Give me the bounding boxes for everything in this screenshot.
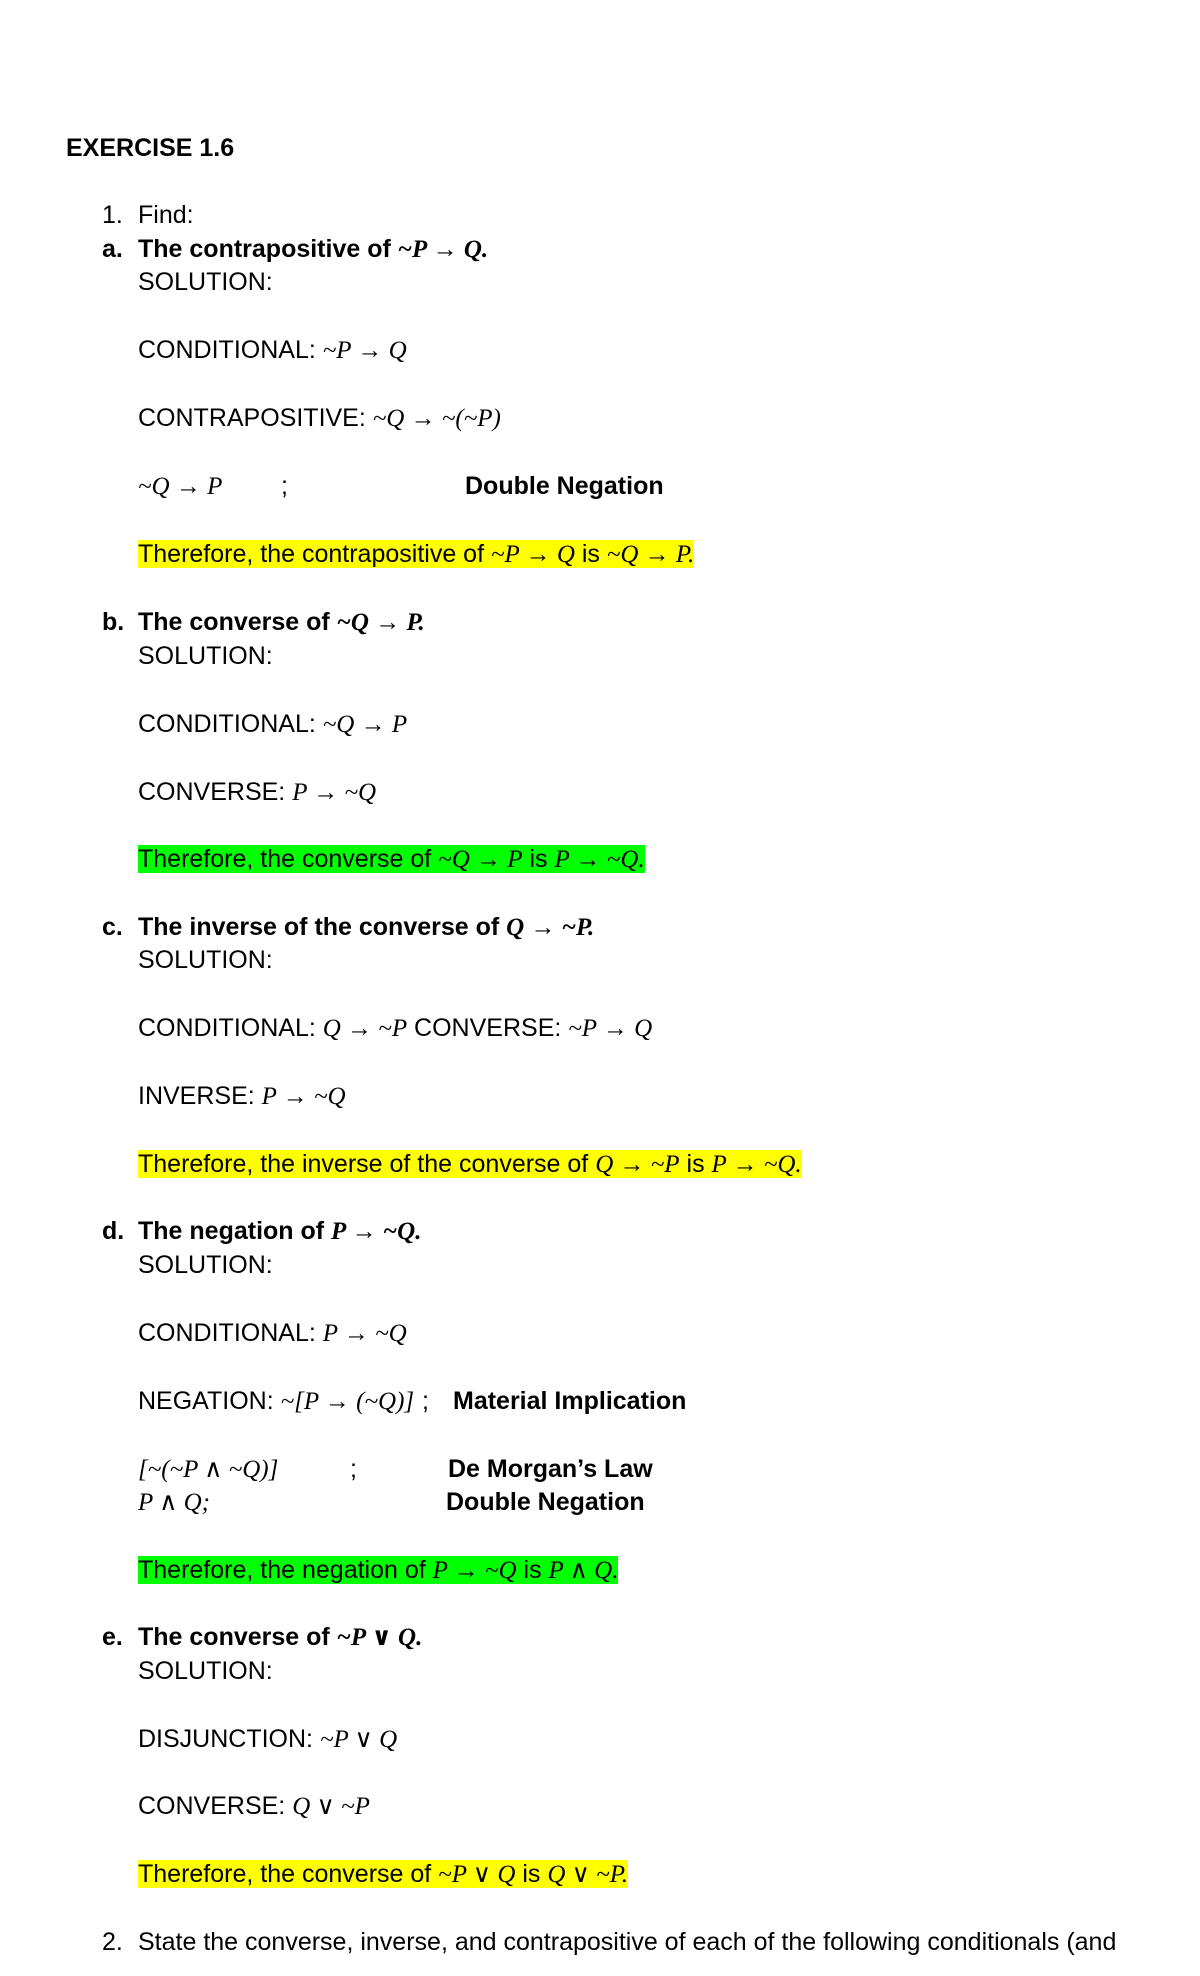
part-e-label: e. [102, 1623, 123, 1651]
question-1-number: 1. [102, 201, 123, 229]
part-b-therefore-pre: Therefore, the converse of [138, 845, 439, 873]
part-c-converse-expr: ~P → Q [568, 1015, 653, 1042]
part-a-heading-expr: ~P → Q. [397, 236, 489, 263]
part-b-heading [138, 606, 425, 639]
part-a-therefore-expr2: ~Q → P. [606, 541, 695, 568]
part-e-converse-label: CONVERSE: [138, 1792, 293, 1820]
part-c-heading-expr: Q → ~P. [506, 914, 595, 941]
part-e-therefore-expr1: ~P ∨ Q [438, 1861, 516, 1888]
part-c-converse-label: CONVERSE: [407, 1014, 569, 1042]
part-d-step1-sep: ; [350, 1455, 357, 1483]
part-a-therefore-expr1: ~P → Q [490, 541, 575, 568]
part-d-therefore [138, 1554, 618, 1587]
part-d-heading [138, 1215, 421, 1248]
part-c-therefore-mid: is [679, 1150, 712, 1178]
part-a-heading [138, 233, 488, 266]
question-1-text: Find: [138, 201, 194, 229]
part-a-solution: SOLUTION: [138, 268, 273, 296]
part-d-heading-text: The negation of [138, 1217, 332, 1245]
part-b-heading-expr: ~Q → P. [336, 609, 425, 636]
part-a-step-expr [138, 470, 222, 503]
part-c-therefore [138, 1148, 802, 1181]
question-2-number: 2. [102, 1928, 123, 1956]
part-a-contrapositive-expr: ~Q → ~(~P) [372, 405, 501, 432]
part-d-step2-expr-text: P ∧ Q; [138, 1489, 210, 1516]
part-d-therefore-expr1: P → ~Q [432, 1557, 517, 1584]
part-c-inverse-label: INVERSE: [138, 1082, 262, 1110]
part-d-negation-sep: ; [422, 1387, 429, 1415]
part-a-therefore-mid: is [574, 540, 607, 568]
part-e-therefore [138, 1858, 628, 1891]
part-b-therefore-expr2: P → ~Q. [554, 846, 645, 873]
part-a-contrapositive [138, 402, 501, 435]
part-d-step2-reason: Double Negation [446, 1488, 645, 1516]
part-b-converse [138, 776, 376, 809]
part-b-converse-expr: P → ~Q [292, 779, 377, 806]
part-e-therefore-mid: is [515, 1860, 548, 1888]
part-a-conditional-label: CONDITIONAL: [138, 336, 323, 364]
part-d-negation-label: NEGATION: [138, 1387, 281, 1415]
part-d-negation-reason: Material Implication [453, 1387, 687, 1415]
part-c-inverse [138, 1080, 346, 1113]
part-c-therefore-pre: Therefore, the inverse of the converse of [138, 1150, 596, 1178]
part-b-converse-label: CONVERSE: [138, 778, 293, 806]
part-b-therefore-mid: is [522, 845, 555, 873]
part-d-negation [138, 1385, 414, 1418]
part-a-conditional [138, 334, 407, 367]
part-e-converse [138, 1790, 370, 1823]
part-d-conditional-label: CONDITIONAL: [138, 1319, 323, 1347]
part-e-disjunction [138, 1723, 397, 1756]
part-a-label: a. [102, 235, 123, 263]
part-a-step-sep: ; [281, 472, 288, 500]
part-c-conditional-expr: Q → ~P [322, 1015, 408, 1042]
part-d-solution: SOLUTION: [138, 1251, 273, 1279]
part-d-therefore-pre: Therefore, the negation of [138, 1556, 433, 1584]
part-a-conditional-expr: ~P → Q [322, 337, 407, 364]
part-e-therefore-pre: Therefore, the converse of [138, 1860, 439, 1888]
exercise-title: EXERCISE 1.6 [66, 134, 235, 162]
part-d-label: d. [102, 1217, 125, 1245]
part-d-negation-expr: ~[P → (~Q)] [280, 1388, 415, 1415]
part-d-therefore-mid: is [516, 1556, 549, 1584]
part-e-solution: SOLUTION: [138, 1657, 273, 1685]
part-e-heading-text: The converse of [138, 1623, 337, 1651]
part-b-heading-text: The converse of [138, 608, 337, 636]
part-e-disjunction-label: DISJUNCTION: [138, 1725, 320, 1753]
part-b-conditional-label: CONDITIONAL: [138, 710, 323, 738]
part-d-step1-expr-text: [~(~P ∧ ~Q)] [138, 1456, 279, 1483]
part-a-heading-text: The contrapositive of [138, 235, 398, 263]
part-e-disjunction-expr: ~P ∨ Q [319, 1726, 398, 1753]
part-d-therefore-expr2: P ∧ Q. [548, 1557, 619, 1584]
part-c-inverse-expr: P → ~Q [261, 1083, 346, 1110]
part-e-heading [138, 1621, 422, 1654]
part-e-therefore-expr2: Q ∨ ~P. [547, 1861, 629, 1888]
part-c-label: c. [102, 913, 123, 941]
part-d-step1-expr [138, 1453, 278, 1486]
part-c-therefore-expr2: P → ~Q. [711, 1151, 802, 1178]
part-a-contrapositive-label: CONTRAPOSITIVE: [138, 404, 373, 432]
part-c-conditional [138, 1012, 652, 1045]
part-c-conditional-label: CONDITIONAL: [138, 1014, 323, 1042]
part-d-heading-expr: P → ~Q. [331, 1218, 422, 1245]
part-a-step-reason: Double Negation [465, 472, 664, 500]
part-a-therefore-pre: Therefore, the contrapositive of [138, 540, 491, 568]
part-c-solution: SOLUTION: [138, 946, 273, 974]
part-d-step1-reason: De Morgan’s Law [448, 1455, 653, 1483]
part-b-solution: SOLUTION: [138, 642, 273, 670]
part-d-conditional [138, 1317, 407, 1350]
question-2-text: State the converse, inverse, and contrapositive of each of the following conditionals (and [138, 1928, 1117, 1956]
part-d-conditional-expr: P → ~Q [322, 1320, 407, 1347]
part-b-therefore-expr1: ~Q → P [438, 846, 523, 873]
part-a-step-expr-text: ~Q → P [138, 473, 223, 500]
part-a-therefore [138, 538, 694, 571]
part-c-heading [138, 911, 594, 944]
part-e-heading-expr: ~P ∨ Q. [336, 1624, 423, 1651]
part-b-conditional-expr: ~Q → P [322, 711, 408, 738]
part-b-therefore [138, 843, 645, 876]
part-c-therefore-expr1: Q → ~P [595, 1151, 680, 1178]
part-b-conditional [138, 708, 407, 741]
part-b-label: b. [102, 608, 125, 636]
part-c-heading-text: The inverse of the converse of [138, 913, 507, 941]
part-d-step2-expr [138, 1486, 210, 1519]
part-e-converse-expr: Q ∨ ~P [292, 1793, 370, 1820]
